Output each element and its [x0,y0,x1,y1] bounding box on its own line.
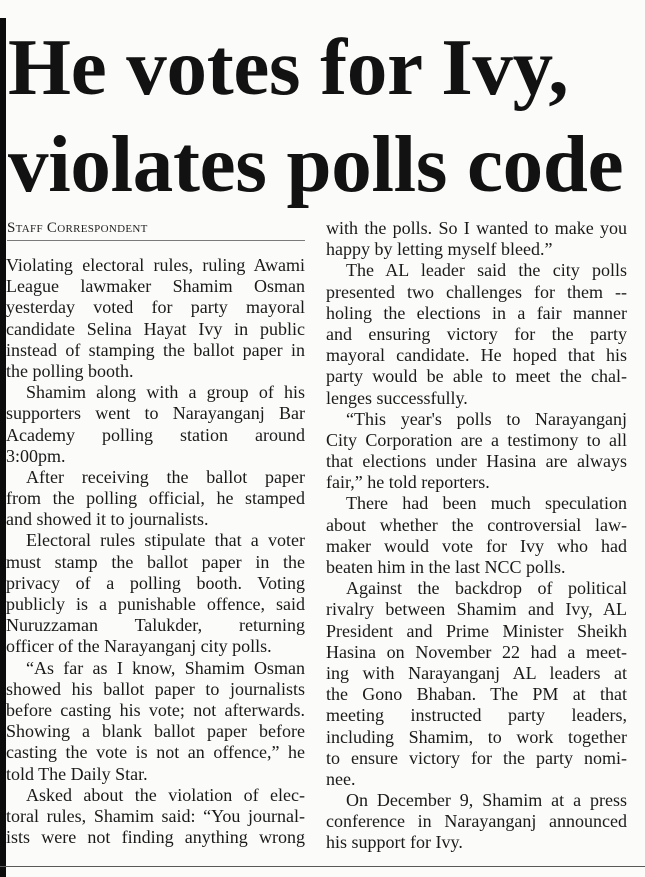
text-line: showed his ballot paper to journalists [6,678,305,699]
paragraph [326,790,627,854]
text-line: “As far as I know, Shamim Osman [26,657,305,678]
text-line: fair,” he told reporters. [326,472,490,493]
text-line: Against the backdrop of political [346,578,627,599]
text-line: before casting his vote; not afterwards. [6,699,305,720]
text-line: told The Daily Star. [6,763,148,784]
article-column-1 [6,255,305,848]
text-line: presented two challenges for them -- [326,281,627,302]
text-line: happy by letting myself bleed.” [326,239,553,260]
byline: Staff Correspondent [7,220,305,241]
paragraph [326,218,627,260]
paragraph [326,260,627,408]
text-line: Shamim along with a group of his [26,382,305,403]
text-line: toral rules, Shamim said: “You journal- [6,805,305,826]
text-line: ists were not finding anything wrong [6,827,305,848]
paragraph [326,409,627,494]
text-line: conference in Narayanganj announced [326,811,627,832]
paragraph [6,530,305,657]
text-line: to ensure victory for the party nomi- [326,747,627,768]
headline-line-2: violates polls code [8,119,624,209]
text-line: meeting instructed party leaders, [326,705,627,726]
text-line: rivalry between Shamim and Ivy, AL [326,599,627,620]
text-line: ing with Narayanganj AL leaders at [326,662,627,683]
text-line: President and Prime Minister Sheikh [326,620,627,641]
text-line: “This year's polls to Narayanganj [346,408,627,429]
paragraph [6,658,305,785]
text-line: party would be able to meet the chal- [326,366,627,387]
paragraph [6,382,305,467]
text-line: The AL leader said the city polls [346,260,627,281]
text-line: must stamp the ballot paper in the [6,551,305,572]
text-line: supporters went to Narayanganj Bar [6,403,305,424]
text-line: lenges successfully. [326,387,468,408]
text-line: from the polling official, he stamped [6,488,305,509]
text-line: publicly is a punishable offence, said [6,594,305,614]
paragraph [6,467,305,531]
text-line: officer of the Narayanganj city polls. [6,636,272,657]
text-line: and ensuring victory for the party [326,323,627,344]
text-line: Nuruzzaman Talukder, returning [6,615,305,636]
headline-line-1: He votes for Ivy, [8,22,569,112]
text-line: the Gono Bhaban. The PM at that [326,684,627,705]
text-line: casting the vote is not an offence,” he [6,742,305,763]
text-line: Academy polling station around [6,424,305,445]
text-line: Violating electoral rules, ruling Awami [6,255,305,275]
text-line: instead of stamping the ballot paper in [6,339,305,360]
text-line: yesterday voted for party mayoral [6,297,305,318]
text-line: and showed it to journalists. [6,509,209,530]
text-line: League lawmaker Shamim Osman [6,276,305,297]
text-line: maker would vote for Ivy who had [326,535,627,556]
paragraph [326,493,627,578]
text-line: privacy of a polling booth. Voting [6,572,305,593]
text-line: candidate Selina Hayat Ivy in public [6,318,305,339]
bottom-rule [0,866,645,867]
paragraph [6,255,305,382]
text-line: After receiving the ballot paper [26,466,305,487]
text-line: that elections under Hasina are always [326,451,627,472]
paragraph [326,578,627,790]
text-line: the polling booth. [6,360,134,381]
article-column-2 [326,218,627,854]
text-line: holing the elections in a fair manner [326,302,627,323]
text-line: mayoral candidate. He hoped that his [326,345,627,366]
text-line: On December 9, Shamim at a press [346,790,627,811]
text-line: with the polls. So I wanted to make you [326,218,627,238]
text-line: nee. [326,768,356,789]
text-line: Electoral rules stipulate that a voter [26,530,305,551]
text-line: 3:00pm. [6,445,66,466]
text-line: Hasina on November 22 had a meet- [326,641,627,662]
paragraph [6,785,305,849]
text-line: Showing a blank ballot paper before [6,721,305,742]
text-line: about whether the controversial law- [326,514,627,535]
text-line: including Shamim, to work together [326,726,627,747]
text-line: City Corporation are a testimony to all [326,429,627,450]
text-line: There had been much speculation [346,493,627,514]
text-line: beaten him in the last NCC polls. [326,557,566,577]
headline [8,19,623,213]
text-line: Asked about the violation of elec- [26,784,305,805]
text-line: his support for Ivy. [326,832,463,853]
